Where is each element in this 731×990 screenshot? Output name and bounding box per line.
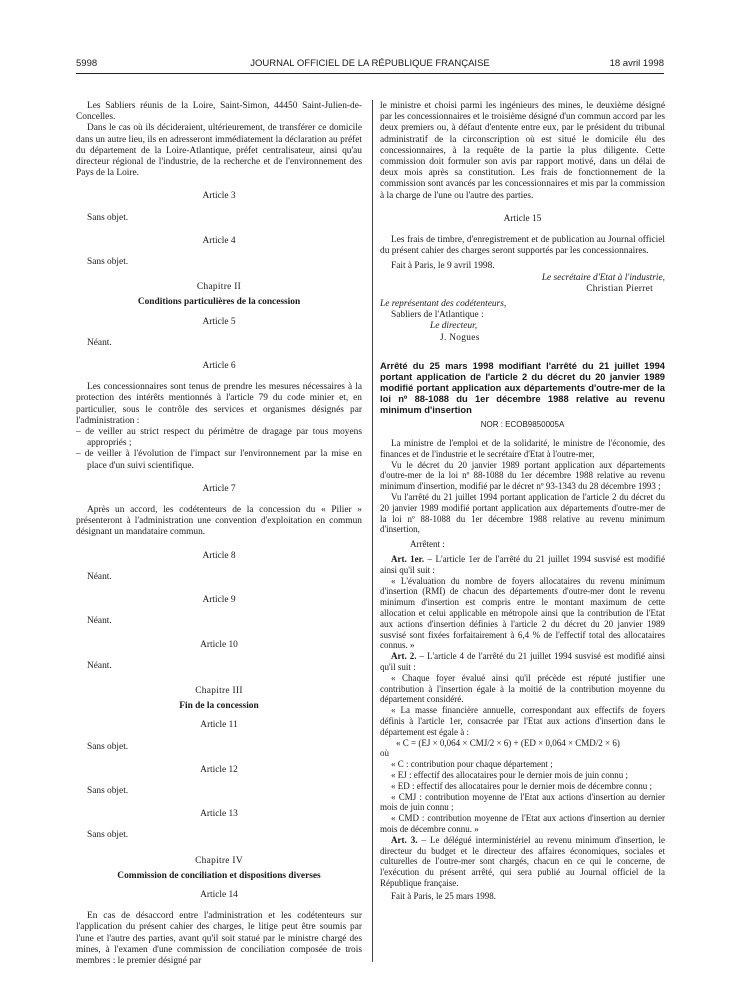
chapter-3-title: Fin de la concession	[179, 701, 259, 712]
signatory-1-name: Christian Pierret	[586, 283, 653, 294]
article-3-title: Article 3	[202, 191, 236, 202]
article-1-heading-line	[380, 554, 665, 576]
article-11-title: Article 11	[200, 720, 238, 731]
article-9-body: Néant.	[87, 616, 112, 627]
article-6-body: Les concessionnaires sont tenus de prendre les mesures nécessaires à la protection des intérêts mentionnés à l'article 79 du code minier et, en particulier, sous le contrôle des services et organismes désignés par l'administration :	[76, 382, 362, 426]
signatory-1-role: Le secrétaire d'Etat à l'industrie,	[541, 272, 665, 283]
article-3-text: – Le délégué interministériel au revenu minimum d'insertion, le directeur du budget et le directeur des affaires économiques, sociales et culturelles de l'outre-mer sont chargés, chacun en ce qui le concerne, de l'exécution du présent arrêté, qui sera publié au Journal officiel de la République française.	[380, 834, 665, 888]
article-5-body: Néant.	[87, 337, 112, 348]
article-15-title: Article 15	[503, 213, 542, 224]
article-14-title: Article 14	[200, 889, 238, 900]
article-1-text: – L'article 1er de l'arrêté du 21 juillet 1994 susvisé est modifié ainsi qu'il suit :	[380, 554, 665, 575]
signatory-2-name: J. Nogues	[440, 332, 480, 343]
article-6-item-1: – de veiller au strict respect du périmètre de dragage par tous moyens appropriés ;	[76, 427, 362, 449]
issue-date: 18 avril 1998	[609, 58, 664, 69]
page-header	[76, 58, 664, 72]
formula-where: où	[380, 748, 389, 759]
formula: « C = (EJ × 0,064 × CMJ/2 × 6) + (ED × 0,064 × CMD/2 × 6)	[396, 737, 620, 748]
page-number: 5998	[76, 58, 98, 69]
left-column	[76, 101, 362, 967]
article-2-quote-2: « La masse financière annuelle, correspondant aux effectifs de foyers définis à l'article 1er, consacrée par l'Etat aux actions d'insertion dans le département est égale à :	[380, 705, 665, 737]
article-15-body: Les frais de timbre, d'enregistrement et de publication au Journal officiel du présent cahier des charges seront supportés par les concessionnaires.	[380, 235, 665, 257]
decree-preamble-2: Vu le décret du 20 janvier 1989 portant application aux départements d'outre-mer de la loi nº 88-1088 du 1er décembre 1988 relative au revenu minimum d'insertion, modifié par le décret nº 93-1343 du 28 décembre 1993 ;	[380, 459, 665, 492]
made-at-paris-2: Fait à Paris, le 25 mars 1998.	[391, 890, 496, 901]
made-at-paris: Fait à Paris, le 9 avril 1998.	[391, 261, 495, 272]
article-4-title: Article 4	[202, 235, 236, 246]
decree-title: Arrêté du 25 mars 1998 modifiant l'arrêté du 21 juillet 1994 portant application de l'article 2 du décret du 20 janvier 1989 modifié portant application aux départements d'outre-mer de la loi nº 88-1088 du 1er décembre 1988 relative au revenu minimum d'insertion	[380, 359, 665, 415]
article-3-head: Art. 3.	[391, 834, 418, 845]
nor-reference: NOR : ECOB9850005A	[480, 419, 565, 429]
article-13-body: Sans objet.	[87, 830, 129, 841]
chapter-2-label: Chapitre II	[196, 282, 242, 293]
article-5-title: Article 5	[202, 316, 236, 327]
article-14-continuation: le ministre et choisi parmi les ingénieurs des mines, le deuxième désigné par les concessionnaires et le troisième désigné d'un commun accord par les deux premiers ou, à défaut d'entente entre eux, par le président du tribunal administratif de la circonscription où est situé le domicile élu des concessionnaires, à la requête de la partie la plus diligente. Cette commission doit formuler son avis par rapport motivé, dans un délai de deux mois après sa constitution. Les frais de fonctionnement de la commission sont avancés par les concessionnaires et mis par la commission à la charge de l'une ou l'autre des parties.	[380, 101, 665, 201]
article-13-title: Article 13	[200, 809, 238, 820]
definition-ej: « EJ : effectif des allocataires pour le dernier mois de juin connu ;	[391, 769, 629, 780]
right-column	[380, 101, 665, 902]
article-3-body: Sans objet.	[87, 212, 129, 223]
definition-ed: « ED : effectif des allocataires pour le dernier mois de décembre connu ;	[391, 780, 652, 791]
definition-c: « C : contribution pour chaque département ;	[391, 759, 553, 770]
article-2-heading-line	[380, 651, 665, 673]
signatory-2-role: Le représentant des codétenteurs,	[380, 299, 507, 310]
article-6-item-2: – de veiller à l'évolution de l'impact sur l'environnement par la mise en place d'un suivi scientifique.	[76, 449, 362, 471]
definition-cmj: « CMJ : contribution moyenne de l'Etat aux actions d'insertion au dernier mois de juin connu ;	[380, 791, 665, 813]
decree-preamble-1: La ministre de l'emploi et de la solidarité, le ministre de l'économie, des finances et de l'industrie et le secrétaire d'Etat à l'outre-mer,	[380, 438, 665, 459]
article-7-title: Article 7	[202, 483, 236, 494]
article-6-title: Article 6	[202, 361, 236, 372]
article-10-title: Article 10	[200, 639, 238, 650]
journal-title: JOURNAL OFFICIEL DE LA RÉPUBLIQUE FRANÇAISE	[250, 58, 490, 69]
article-2-quote-1: « Chaque foyer évalué ainsi qu'il précède est réputé justifier une contribution à l'insertion égale à la moitié de la contribution moyenne du département considéré.	[380, 672, 665, 705]
article-8-title: Article 8	[202, 550, 236, 561]
chapter-4-title: Commission de conciliation et dispositions diverses	[117, 870, 321, 881]
address-paragraph: Les Sabliers réunis de la Loire, Saint-Simon, 44450 Saint-Julien-de-Concelles.	[76, 101, 362, 123]
decree-preamble-3: Vu l'arrêté du 21 juillet 1994 portant application de l'article 2 du décret du 20 janvier 1989 modifié portant application aux départements d'outre-mer de la loi nº 88-1088 du 1er décembre 1988 relative au revenu minimum d'insertion,	[380, 492, 665, 535]
article-2-text: – L'article 4 de l'arrêté du 21 juillet 1994 susvisé est modifié ainsi qu'il suit :	[380, 651, 665, 672]
arretent: Arrêtent :	[410, 539, 445, 550]
chapter-4-label: Chapitre IV	[195, 855, 243, 866]
header-rule	[76, 73, 664, 74]
article-12-body: Sans objet.	[87, 785, 129, 796]
article-1-head: Art. 1er.	[391, 554, 425, 565]
article-3-heading-line	[380, 835, 665, 889]
article-1-quote: « L'évaluation du nombre de foyers allocataires du revenu minimum d'insertion (RMI) de chacun des départements d'outre-mer dont le revenu minimum d'insertion est compris entre le montant maximum de cette allocation et celui applicable en métropole ainsi que la contribution de l'Etat aux actions d'insertion définies à l'article 2 du décret du 20 janvier 1989 susvisé sont fixées forfaitairement à 6,4 % de l'effectif total des allocataires connus. »	[380, 575, 665, 651]
article-14-body: En cas de désaccord entre l'administration et les codétenteurs sur l'application du présent cahier des charges, le litige peut être soumis par l'une et l'autre des parties, avant qu'il soit statué par le ministre chargé des mines, à l'examen d'une commission de conciliation composée de trois membres : le premier désigné par	[76, 911, 362, 966]
article-4-body: Sans objet.	[87, 257, 129, 268]
domicile-paragraph: Dans le cas où ils décideraient, ultérieurement, de transférer ce domicile dans un autre lieu, ils en adresseront immédiatement la déclaration au préfet du département de la Loire-Atlantique, préfet centralisateur, ainsi qu'au directeur régional de l'industrie, de la recherche et de l'environnement des Pays de la Loire.	[76, 123, 362, 179]
article-11-body: Sans objet.	[87, 741, 129, 752]
article-7-body: Après un accord, les codétenteurs de la concession du « Pilier » présenteront à l'administration une convention d'exploitation en commun désignant un mandataire commun.	[76, 505, 362, 538]
signatory-2-org: Sabliers de l'Atlantique :	[391, 310, 484, 321]
article-12-title: Article 12	[200, 764, 238, 775]
chapter-2-title: Conditions particulières de la concession	[137, 297, 301, 308]
article-8-body: Néant.	[87, 571, 112, 582]
article-2-head: Art. 2.	[391, 651, 417, 662]
article-9-title: Article 9	[202, 595, 236, 606]
column-separator	[372, 100, 373, 962]
definition-cmd: « CMD : contribution moyenne de l'Etat aux actions d'insertion au dernier mois de décembre connu. »	[380, 813, 665, 834]
signatory-2-title: Le directeur,	[430, 321, 478, 332]
chapter-3-label: Chapitre III	[195, 685, 243, 696]
article-10-body: Néant.	[87, 660, 112, 671]
